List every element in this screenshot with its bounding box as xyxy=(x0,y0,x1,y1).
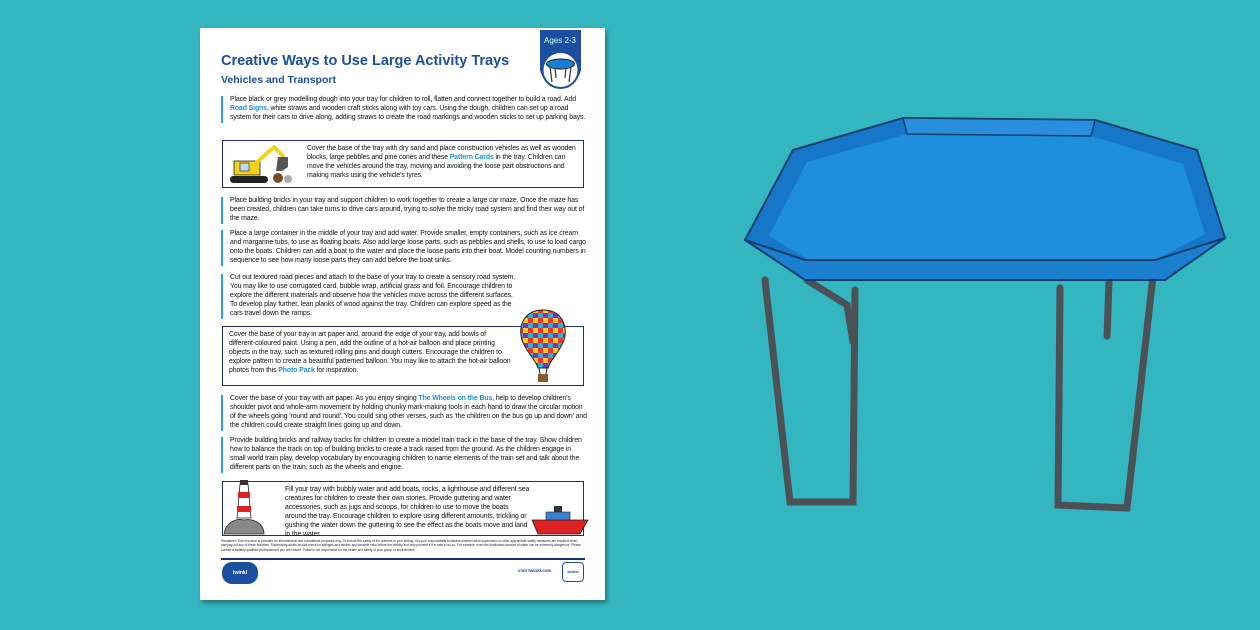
activity-sheet xyxy=(200,28,605,600)
idea-train-track: Provide building bricks and railway tracks for children to create a model train track in the base of the tray. Show children how to balance the track on top of building bricks to create a track raised from the ground. As the children engage in small world train play, develop vocabulary by encouraging children to name elements of the train set and talk about the different parts on the train, such as the wheels and engine. xyxy=(221,437,587,473)
wheels-on-bus-link[interactable]: The Wheels on the Bus xyxy=(418,395,493,402)
road-signs-link[interactable]: Road Signs xyxy=(230,104,267,112)
idea-car-maze: Place building bricks in your tray and support children to work together to create a large car maze. Once the maze has been created, children can take turns to drive cars around, trying to solve the tricky road system and find their way out of the maze. xyxy=(221,197,587,224)
boat-image xyxy=(530,506,590,536)
badge-text: Ages 2-3 xyxy=(543,36,577,45)
lighthouse-image xyxy=(222,478,266,536)
idea-balloon-box: Cover the base of your tray in art paper and, around the edge of your tray, add bowls of different-coloured paint. Using a pen, add the outline of a hot-air balloon and place printing objects in the tray, such as textured rolling pins and dough cutters. Encourage the children to explore pattern to create a beautiful patterned balloon. You may like to attach the hot-air balloon photos from this Photo Pack for inspiration. xyxy=(222,326,584,386)
ages-badge xyxy=(538,30,583,92)
visit-twinkl-link[interactable]: visit twinkl.com xyxy=(518,568,552,573)
idea-road-dough: Place black or grey modelling dough into your tray for children to roll, flatten and connect together to build a road. Add Road Signs, white straws and wooden craft sticks along with toy cars. Using the dough, children can set up a road system for their cars to drive along, adding straws to create the road markings and wooden sticks to set up parking bays. xyxy=(221,96,587,123)
activity-tray-image xyxy=(735,110,1235,520)
page-subtitle: Vehicles and Transport xyxy=(221,74,336,86)
twinkl-badge-logo: twinkl xyxy=(562,562,584,582)
photo-pack-link[interactable]: Photo Pack xyxy=(278,366,315,374)
idea-wheels-on-bus: Cover the base of your tray with art paper. As you enjoy singing The Wheels on the Bus, help to develop children's shoulder pivot and whole-arm movement by holding chunky mark-making tools in each hand to draw the circular motion of the wheels going 'round and round'. You could sing other verses, such as 'the children on the bus go up and down' and the children could create straight lines going up and down. xyxy=(221,395,587,431)
twinkl-foundations-logo: twinkl foundations xyxy=(222,562,258,584)
pattern-cards-link[interactable]: Pattern Cards xyxy=(449,153,494,161)
idea-sensory-road: Cut out textured road pieces and attach to the base of your tray to create a sensory road system. You may like to use corrugated card, bubble wrap, artificial grass and foil. Encourage children to explore the different materials and observe how the vehicles move across the different surfaces. To develop play further, lean planks of wood against the tray. Children can explore speed as the cars travel down the ramps. xyxy=(221,274,521,319)
idea-floating-boats: Place a large container in the middle of your tray and add water. Provide smaller, empty containers, such as ice cream and margarine tubs, to use as floating boats. Also add large loose parts, such as pebbles and shells, to use to load cargo onto the boats. Children can add a boat to the water and place the loose parts into their boat. Model counting numbers in sequence to see how many loose parts they can add before the boat sinks. xyxy=(221,230,587,266)
idea-water-box: Fill your tray with bubbly water and add boats, rocks, a lighthouse and different sea creatures for children to create their own stories. Provide guttering and water accessories, such as jugs and scoops, for children to use to move the boats around the tray. Encourage children to explore using different amounts, trickling or gushing the water down the guttering to see the effect as the boats move and land in the water. xyxy=(222,481,584,536)
idea-construction-box: Cover the base of the tray with dry sand and place construction vehicles as well as wooden blocks, large pebbles and pine cones and these Pattern Cards in the tray. Children can move the vehicles around the tray, moving and avoiding the loose part obstructions and making marks using the vehicle's tyres. xyxy=(222,140,584,188)
page-title: Creative Ways to Use Large Activity Trays xyxy=(221,53,510,69)
excavator-image xyxy=(226,145,302,185)
footer-divider xyxy=(221,558,585,560)
hot-air-balloon-image xyxy=(518,308,568,384)
disclaimer: Disclaimer: This resource is provided for informational and educational purposes only. To ensure the safety of the learners in your setting, it is your responsibility to assess whether adult supervision or other appropriate safety measures are required when carrying out any of these activities. Supervising adults should check for allergies and assess any possible risks before the activity and only proceed if it is safe to do so. For example, even the shallowest amount of water can be extremely dangerous. Please contact a suitably qualified professional if you are unsure. Twinkl is not responsible for the health and safety of your group or environment. xyxy=(221,539,581,552)
